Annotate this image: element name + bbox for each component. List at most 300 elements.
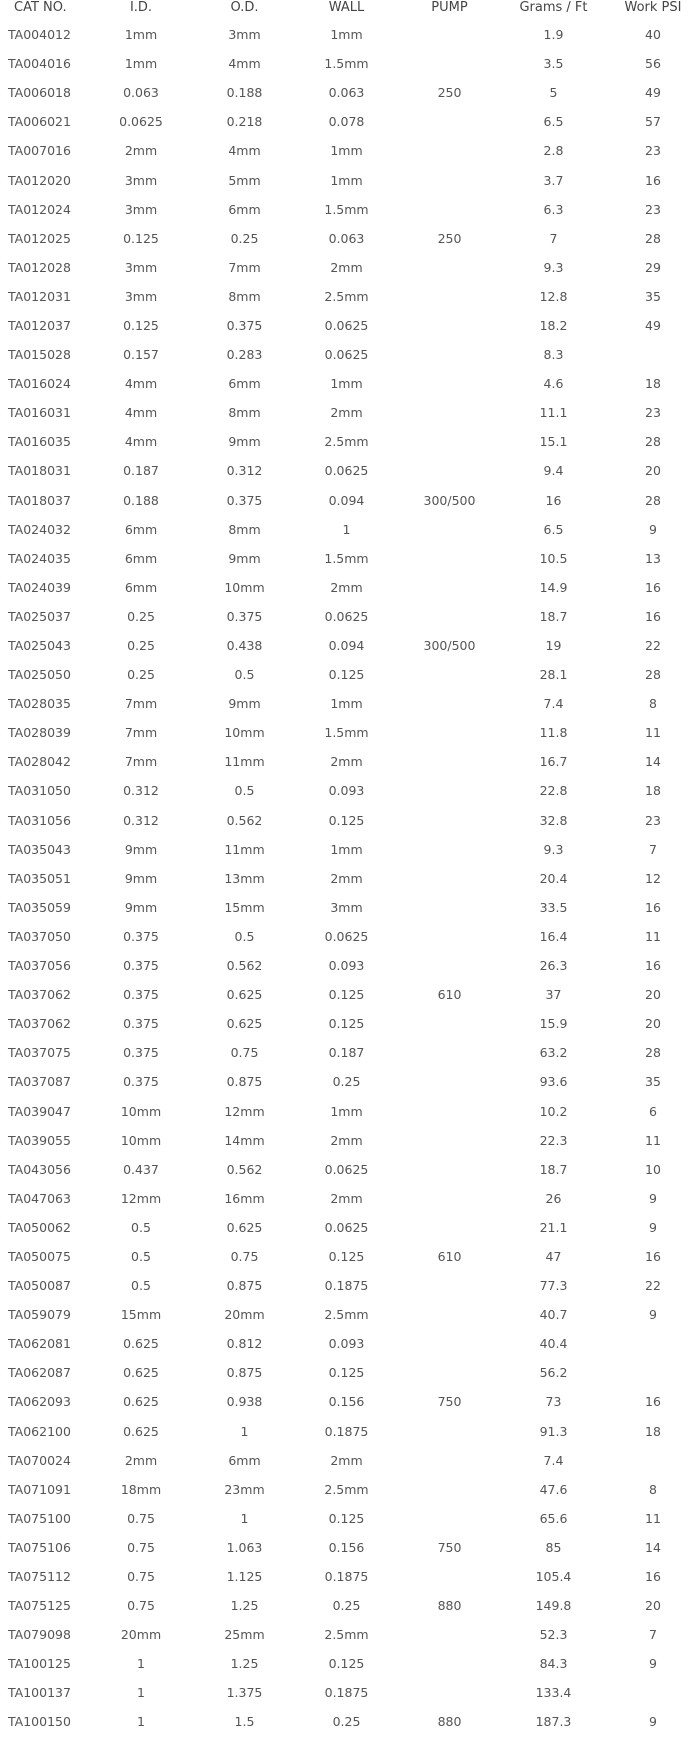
cell-od: 0.438	[226, 638, 263, 654]
cell-work-psi: 28	[645, 667, 661, 683]
cell-cat-no: TA018037	[8, 492, 71, 508]
cell-pump	[398, 1271, 501, 1300]
cell-work-psi: 11	[645, 1132, 661, 1148]
cell-pump	[398, 165, 501, 194]
cell-id: 0.5	[131, 1248, 151, 1264]
cell-od: 4mm	[228, 56, 261, 72]
table-row	[0, 1475, 700, 1504]
cell-work-psi: 16	[645, 608, 661, 624]
cell-work-psi: 20	[645, 987, 661, 1003]
cell-pump	[398, 1562, 501, 1591]
table-row	[0, 631, 700, 660]
cell-wall: 0.125	[328, 1656, 365, 1672]
cell-cat-no: TA050075	[8, 1248, 71, 1264]
cell-cat-no: TA050062	[8, 1219, 71, 1235]
cell-od: 0.375	[226, 317, 263, 333]
cell-od: 3mm	[228, 27, 261, 43]
cell-id: 1	[137, 1656, 145, 1672]
cell-wall: 0.125	[328, 1365, 365, 1381]
table-row	[0, 340, 700, 369]
table-row	[0, 49, 700, 78]
cell-cat-no: TA025037	[8, 608, 71, 624]
cell-work-psi: 18	[645, 783, 661, 799]
cell-work-psi: 23	[645, 143, 661, 159]
cell-wall: 0.25	[332, 1074, 361, 1090]
cell-pump	[398, 1038, 501, 1067]
cell-id: 7mm	[124, 725, 158, 741]
cell-grams-ft: 105.4	[535, 1569, 572, 1585]
cell-work-psi: 9	[649, 1307, 657, 1323]
cell-wall: 2mm	[330, 259, 363, 275]
cell-pump	[398, 718, 501, 747]
cell-cat-no: TA047063	[8, 1190, 71, 1206]
cell-grams-ft: 84.3	[539, 1656, 568, 1672]
cell-cat-no: TA024035	[8, 550, 71, 566]
cell-od: 0.75	[230, 1248, 259, 1264]
cell-id: 6mm	[124, 521, 158, 537]
cell-grams-ft: 1.9	[543, 27, 564, 43]
cell-work-psi: 9	[649, 1714, 657, 1730]
cell-id: 3mm	[124, 288, 158, 304]
cell-work-psi: 20	[645, 1598, 661, 1614]
cell-grams-ft: 28.1	[539, 667, 568, 683]
cell-cat-no: TA037075	[8, 1045, 71, 1061]
cell-cat-no: TA100137	[8, 1685, 71, 1701]
cell-id: 3mm	[124, 201, 158, 217]
table-row	[0, 1009, 700, 1038]
table-row	[0, 951, 700, 980]
cell-work-psi: 16	[645, 1394, 661, 1410]
cell-cat-no: TA075100	[8, 1510, 71, 1526]
cell-wall: 1	[342, 521, 351, 537]
cell-od: 1.25	[230, 1656, 259, 1672]
cell-od: 6mm	[228, 1452, 261, 1468]
header-grams-ft: Grams / Ft	[519, 0, 588, 15]
cell-cat-no: TA075125	[8, 1598, 71, 1614]
cell-id: 1	[137, 1685, 145, 1701]
cell-cat-no: TA100125	[8, 1656, 71, 1672]
table-row	[0, 1504, 700, 1533]
cell-pump	[398, 1417, 501, 1446]
cell-od: 11mm	[224, 841, 265, 857]
cell-grams-ft: 32.8	[539, 812, 568, 828]
cell-grams-ft: 19	[545, 638, 562, 654]
cell-wall: 2mm	[330, 754, 363, 770]
cell-grams-ft: 16.7	[539, 754, 568, 770]
cell-id: 0.25	[127, 608, 155, 624]
cell-work-psi: 28	[645, 492, 661, 508]
cell-pump	[398, 747, 501, 776]
cell-pump	[398, 1213, 501, 1242]
cell-work-psi: 16	[645, 899, 661, 915]
cell-od: 5mm	[228, 172, 261, 188]
cell-cat-no: TA025050	[8, 667, 71, 683]
cell-work-psi: 9	[649, 1190, 657, 1206]
table-row	[0, 864, 700, 893]
cell-grams-ft: 15.9	[539, 1016, 568, 1032]
cell-pump	[398, 49, 501, 78]
table-row	[0, 573, 700, 602]
cell-grams-ft: 6.5	[543, 114, 564, 130]
cell-pump	[398, 1009, 501, 1038]
cell-pump	[398, 282, 501, 311]
cell-id: 0.5	[131, 1219, 151, 1235]
cell-id: 2mm	[124, 143, 158, 159]
cell-cat-no: TA100150	[8, 1714, 71, 1730]
cell-cat-no: TA006021	[8, 114, 71, 130]
cell-work-psi: 28	[645, 230, 661, 246]
cell-pump	[398, 427, 501, 456]
cell-cat-no: TA062093	[8, 1394, 71, 1410]
header-work-psi: Work PSI	[624, 0, 682, 15]
cell-grams-ft: 47	[545, 1248, 562, 1264]
cell-grams-ft: 149.8	[535, 1598, 572, 1614]
cell-od: 0.938	[226, 1394, 263, 1410]
cell-grams-ft: 8.3	[543, 347, 564, 363]
cell-grams-ft: 3.7	[543, 172, 564, 188]
cell-od: 0.312	[226, 463, 263, 479]
cell-cat-no: TA037087	[8, 1074, 71, 1090]
table-row	[0, 165, 700, 194]
cell-pump	[398, 136, 501, 165]
table-row	[0, 1387, 700, 1416]
cell-wall: 1mm	[330, 841, 363, 857]
cell-wall: 2mm	[330, 1190, 363, 1206]
cell-wall: 0.093	[328, 783, 365, 799]
cell-id: 9mm	[124, 841, 158, 857]
cell-work-psi: 29	[645, 259, 661, 275]
cell-id: 0.312	[123, 783, 159, 799]
cell-id: 0.187	[123, 463, 159, 479]
cell-od: 1	[240, 1423, 249, 1439]
table-row	[0, 107, 700, 136]
cell-work-psi: 16	[645, 958, 661, 974]
cell-pump: 750	[437, 1394, 462, 1410]
table-row	[0, 1038, 700, 1067]
cell-wall: 2mm	[330, 1132, 363, 1148]
cell-grams-ft: 18.7	[539, 608, 568, 624]
cell-id: 18mm	[120, 1481, 162, 1497]
cell-pump	[398, 1475, 501, 1504]
cell-wall: 2.5mm	[324, 288, 369, 304]
cell-od: 25mm	[224, 1627, 265, 1643]
cell-cat-no: TA037056	[8, 958, 71, 974]
cell-od: 10mm	[224, 579, 265, 595]
cell-pump	[398, 340, 501, 369]
cell-work-psi: 18	[645, 1423, 661, 1439]
cell-id: 20mm	[120, 1627, 162, 1643]
cell-wall: 0.1875	[324, 1569, 369, 1585]
cell-wall: 1mm	[330, 143, 363, 159]
cell-wall: 2.5mm	[324, 1481, 369, 1497]
cell-cat-no: TA043056	[8, 1161, 71, 1177]
cell-od: 0.5	[234, 783, 255, 799]
cell-work-psi: 23	[645, 812, 661, 828]
cell-work-psi: 6	[649, 1103, 657, 1119]
cell-id: 1mm	[124, 56, 158, 72]
cell-grams-ft: 40.7	[539, 1307, 568, 1323]
cell-id: 0.625	[123, 1394, 159, 1410]
cell-id: 7mm	[124, 696, 158, 712]
cell-id: 0.75	[127, 1598, 155, 1614]
cell-work-psi: 28	[645, 434, 661, 450]
cell-pump: 610	[437, 987, 462, 1003]
table-row	[0, 1300, 700, 1329]
cell-od: 6mm	[228, 201, 261, 217]
cell-wall: 0.0625	[324, 928, 369, 944]
table-row	[0, 689, 700, 718]
cell-grams-ft: 93.6	[539, 1074, 568, 1090]
cell-grams-ft: 73	[545, 1394, 562, 1410]
cell-wall: 2.5mm	[324, 1627, 369, 1643]
cell-pump	[398, 1678, 501, 1707]
table-row	[0, 78, 700, 107]
table-row	[0, 544, 700, 573]
cell-od: 9mm	[228, 550, 261, 566]
cell-wall: 0.25	[332, 1714, 361, 1730]
cell-work-psi: 8	[649, 696, 657, 712]
cell-work-psi	[606, 1678, 700, 1707]
table-row	[0, 136, 700, 165]
cell-wall: 2mm	[330, 405, 363, 421]
cell-wall: 2.5mm	[324, 434, 369, 450]
cell-id: 0.375	[123, 987, 159, 1003]
cell-wall: 0.094	[328, 638, 365, 654]
cell-wall: 0.078	[328, 114, 365, 130]
cell-pump	[398, 107, 501, 136]
cell-id: 15mm	[120, 1307, 162, 1323]
cell-pump: 880	[437, 1714, 462, 1730]
cell-grams-ft: 4.6	[543, 376, 564, 392]
cell-grams-ft: 6.3	[543, 201, 564, 217]
cell-od: 0.218	[226, 114, 263, 130]
cell-pump	[398, 1300, 501, 1329]
cell-id: 0.437	[123, 1161, 159, 1177]
cell-wall: 1.5mm	[324, 56, 369, 72]
cell-grams-ft: 20.4	[539, 870, 568, 886]
cell-pump: 250	[437, 230, 462, 246]
cell-wall: 1mm	[330, 1103, 363, 1119]
cell-od: 1.25	[230, 1598, 259, 1614]
cell-wall: 0.1875	[324, 1685, 369, 1701]
cell-work-psi: 9	[649, 1219, 657, 1235]
cell-grams-ft: 9.4	[543, 463, 564, 479]
cell-work-psi	[606, 1329, 700, 1358]
table-row	[0, 1678, 700, 1707]
header-id: I.D.	[129, 0, 153, 15]
cell-work-psi: 11	[645, 928, 661, 944]
cell-grams-ft: 16	[545, 492, 562, 508]
cell-wall: 0.25	[332, 1598, 361, 1614]
cell-id: 0.125	[123, 317, 159, 333]
cell-cat-no: TA024039	[8, 579, 71, 595]
cell-id: 7mm	[124, 754, 158, 770]
cell-od: 0.625	[226, 1016, 263, 1032]
cell-work-psi	[606, 1358, 700, 1387]
cell-grams-ft: 3.5	[543, 56, 564, 72]
cell-work-psi: 57	[645, 114, 661, 130]
cell-od: 0.625	[226, 1219, 263, 1235]
cell-cat-no: TA006018	[8, 85, 71, 101]
cell-work-psi: 22	[645, 638, 661, 654]
cell-cat-no: TA012024	[8, 201, 71, 217]
cell-work-psi: 16	[645, 579, 661, 595]
cell-od: 0.375	[226, 492, 263, 508]
cell-pump	[398, 602, 501, 631]
cell-od: 0.5	[234, 667, 255, 683]
table-row	[0, 398, 700, 427]
cell-cat-no: TA037062	[8, 987, 71, 1003]
cell-work-psi: 16	[645, 1569, 661, 1585]
cell-wall: 1mm	[330, 172, 363, 188]
cell-pump	[398, 515, 501, 544]
table-row	[0, 1707, 700, 1736]
table-row	[0, 602, 700, 631]
cell-od: 0.562	[226, 958, 263, 974]
cell-cat-no: TA012028	[8, 259, 71, 275]
cell-cat-no: TA031056	[8, 812, 71, 828]
cell-work-psi	[606, 340, 700, 369]
table-row	[0, 311, 700, 340]
cell-pump	[398, 1446, 501, 1475]
cell-id: 0.75	[127, 1510, 155, 1526]
cell-pump	[398, 398, 501, 427]
cell-cat-no: TA062100	[8, 1423, 71, 1439]
cell-id: 10mm	[120, 1132, 162, 1148]
cell-od: 0.625	[226, 987, 263, 1003]
cell-wall: 0.187	[328, 1045, 365, 1061]
cell-od: 1.5	[234, 1714, 255, 1730]
cell-pump	[398, 1126, 501, 1155]
cell-wall: 1mm	[330, 376, 363, 392]
table-row	[0, 980, 700, 1009]
cell-work-psi: 11	[645, 725, 661, 741]
cell-cat-no: TA016035	[8, 434, 71, 450]
cell-id: 0.157	[123, 347, 159, 363]
table-row	[0, 1213, 700, 1242]
cell-grams-ft: 7.4	[543, 1452, 564, 1468]
cell-pump	[398, 776, 501, 805]
cell-id: 0.375	[123, 1016, 159, 1032]
cell-wall: 1.5mm	[324, 201, 369, 217]
cell-pump: 300/500	[423, 638, 476, 654]
cell-work-psi: 7	[649, 1627, 657, 1643]
cell-od: 10mm	[224, 725, 265, 741]
cell-pump	[398, 835, 501, 864]
cell-id: 3mm	[124, 259, 158, 275]
cell-grams-ft: 16.4	[539, 928, 568, 944]
cell-work-psi: 7	[649, 841, 657, 857]
table-row	[0, 1271, 700, 1300]
header-row	[0, 0, 700, 20]
cell-cat-no: TA071091	[8, 1481, 71, 1497]
cell-wall: 2.5mm	[324, 1307, 369, 1323]
cell-grams-ft: 11.8	[539, 725, 568, 741]
cell-cat-no: TA028035	[8, 696, 71, 712]
cell-grams-ft: 85	[545, 1539, 562, 1555]
cell-grams-ft: 11.1	[539, 405, 568, 421]
cell-pump	[398, 660, 501, 689]
cell-cat-no: TA035051	[8, 870, 71, 886]
header-pump: PUMP	[431, 0, 468, 15]
cell-grams-ft: 91.3	[539, 1423, 568, 1439]
table-row	[0, 195, 700, 224]
cell-grams-ft: 21.1	[539, 1219, 568, 1235]
table-row	[0, 718, 700, 747]
cell-wall: 2mm	[330, 579, 363, 595]
cell-cat-no: TA039055	[8, 1132, 71, 1148]
cell-od: 15mm	[224, 899, 265, 915]
cell-pump	[398, 253, 501, 282]
cell-grams-ft: 22.3	[539, 1132, 568, 1148]
cell-work-psi: 14	[645, 1539, 661, 1555]
cell-id: 0.063	[123, 85, 159, 101]
cell-work-psi: 9	[649, 1656, 657, 1672]
cell-pump	[398, 20, 501, 49]
table-row	[0, 1126, 700, 1155]
cell-work-psi: 16	[645, 172, 661, 188]
cell-cat-no: TA037062	[8, 1016, 71, 1032]
cell-id: 0.625	[123, 1423, 159, 1439]
cell-pump	[398, 544, 501, 573]
table-row	[0, 835, 700, 864]
cell-work-psi: 11	[645, 1510, 661, 1526]
cell-wall: 0.093	[328, 958, 365, 974]
cell-cat-no: TA035043	[8, 841, 71, 857]
cell-cat-no: TA075112	[8, 1569, 71, 1585]
cell-wall: 0.0625	[324, 463, 369, 479]
table-row	[0, 369, 700, 398]
cell-grams-ft: 63.2	[539, 1045, 568, 1061]
cell-od: 0.562	[226, 812, 263, 828]
cell-id: 0.188	[123, 492, 159, 508]
cell-od: 11mm	[224, 754, 265, 770]
cell-pump	[398, 369, 501, 398]
cell-work-psi: 14	[645, 754, 661, 770]
cell-wall: 0.0625	[324, 1161, 369, 1177]
cell-wall: 0.125	[328, 1510, 365, 1526]
cell-wall: 0.125	[328, 987, 365, 1003]
cell-work-psi: 49	[645, 85, 661, 101]
cell-pump	[398, 1155, 501, 1184]
cell-work-psi: 20	[645, 1016, 661, 1032]
cell-grams-ft: 47.6	[539, 1481, 568, 1497]
cell-cat-no: TA059079	[8, 1307, 71, 1323]
cell-cat-no: TA050087	[8, 1278, 71, 1294]
cell-grams-ft: 65.6	[539, 1510, 568, 1526]
table-row	[0, 1591, 700, 1620]
cell-id: 0.625	[123, 1365, 159, 1381]
table-row	[0, 1329, 700, 1358]
table-row	[0, 1067, 700, 1096]
cell-work-psi: 23	[645, 201, 661, 217]
cell-od: 0.375	[226, 608, 263, 624]
cell-cat-no: TA070024	[8, 1452, 71, 1468]
cell-cat-no: TA035059	[8, 899, 71, 915]
cell-od: 0.875	[226, 1074, 263, 1090]
table-row	[0, 282, 700, 311]
cell-pump	[398, 922, 501, 951]
cell-cat-no: TA012025	[8, 230, 71, 246]
cell-wall: 0.125	[328, 1016, 365, 1032]
table-row	[0, 427, 700, 456]
cell-pump	[398, 1067, 501, 1096]
cell-pump	[398, 311, 501, 340]
cell-cat-no: TA016031	[8, 405, 71, 421]
cell-id: 0.625	[123, 1336, 159, 1352]
cell-wall: 0.125	[328, 812, 365, 828]
cell-work-psi: 35	[645, 288, 661, 304]
